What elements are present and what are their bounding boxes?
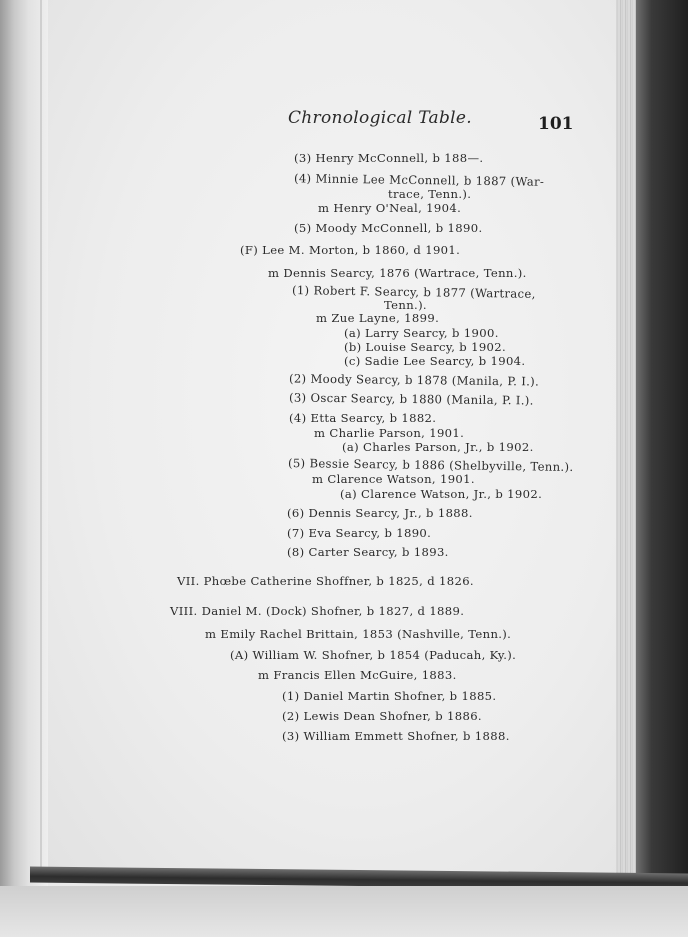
text-line: (1) Robert F. Searcy, b 1877 (Wartrace, bbox=[291, 283, 536, 301]
text-line: (7) Eva Searcy, b 1890. bbox=[287, 526, 432, 540]
text-line: m Henry O'Neal, 1904. bbox=[318, 201, 462, 215]
text-line: trace, Tenn.). bbox=[388, 187, 472, 201]
text-line: Tenn.). bbox=[384, 298, 427, 312]
text-line: m Charlie Parson, 1901. bbox=[314, 426, 465, 440]
text-line: (2) Lewis Dean Shofner, b 1886. bbox=[282, 709, 482, 723]
text-line: m Clarence Watson, 1901. bbox=[312, 472, 475, 486]
text-line: VIII. Daniel M. (Dock) Shofner, b 1827, d 1889. bbox=[170, 604, 465, 618]
text-line: (6) Dennis Searcy, Jr., b 1888. bbox=[287, 506, 473, 520]
text-line: (5) Moody McConnell, b 1890. bbox=[294, 221, 483, 235]
text-line: VII. Phœbe Catherine Shoffner, b 1825, d 1826. bbox=[177, 574, 474, 588]
text-line: m Francis Ellen McGuire, 1883. bbox=[258, 668, 457, 682]
text-line: (8) Carter Searcy, b 1893. bbox=[287, 545, 449, 559]
text-line: (a) Larry Searcy, b 1900. bbox=[344, 326, 499, 340]
text-line: (A) William W. Shofner, b 1854 (Paducah, Ky.). bbox=[230, 648, 517, 662]
text-line: (5) Bessie Searcy, b 1886 (Shelbyville, Tenn.). bbox=[287, 456, 574, 474]
text-line: (1) Daniel Martin Shofner, b 1885. bbox=[282, 689, 497, 703]
text-line: (c) Sadie Lee Searcy, b 1904. bbox=[344, 354, 526, 368]
text-line: (4) Etta Searcy, b 1882. bbox=[289, 411, 437, 425]
text-line: (F) Lee M. Morton, b 1860, d 1901. bbox=[240, 243, 461, 257]
text-line: m Dennis Searcy, 1876 (Wartrace, Tenn.). bbox=[268, 266, 527, 280]
running-header-title: Chronological Table. bbox=[288, 108, 472, 128]
gutter-shadow bbox=[40, 0, 42, 880]
text-line: (a) Charles Parson, Jr., b 1902. bbox=[342, 440, 534, 454]
text-line: (3) Henry McConnell, b 188—. bbox=[294, 151, 484, 165]
page-edges bbox=[616, 0, 638, 880]
book-cover-right bbox=[636, 0, 688, 937]
text-line: (b) Louise Searcy, b 1902. bbox=[344, 340, 507, 354]
text-line: (3) William Emmett Shofner, b 1888. bbox=[282, 729, 510, 743]
text-line: m Zue Layne, 1899. bbox=[316, 311, 440, 325]
text-line: (a) Clarence Watson, Jr., b 1902. bbox=[340, 487, 543, 501]
text-line: (3) Oscar Searcy, b 1880 (Manila, P. I.). bbox=[288, 390, 534, 408]
table-surface bbox=[0, 886, 688, 937]
text-line: (2) Moody Searcy, b 1878 (Manila, P. I.). bbox=[288, 371, 540, 389]
page-number: 101 bbox=[538, 114, 574, 134]
text-line: (4) Minnie Lee McConnell, b 1887 (War- bbox=[293, 171, 545, 189]
text-line: m Emily Rachel Brittain, 1853 (Nashville, Tenn.). bbox=[205, 627, 512, 641]
